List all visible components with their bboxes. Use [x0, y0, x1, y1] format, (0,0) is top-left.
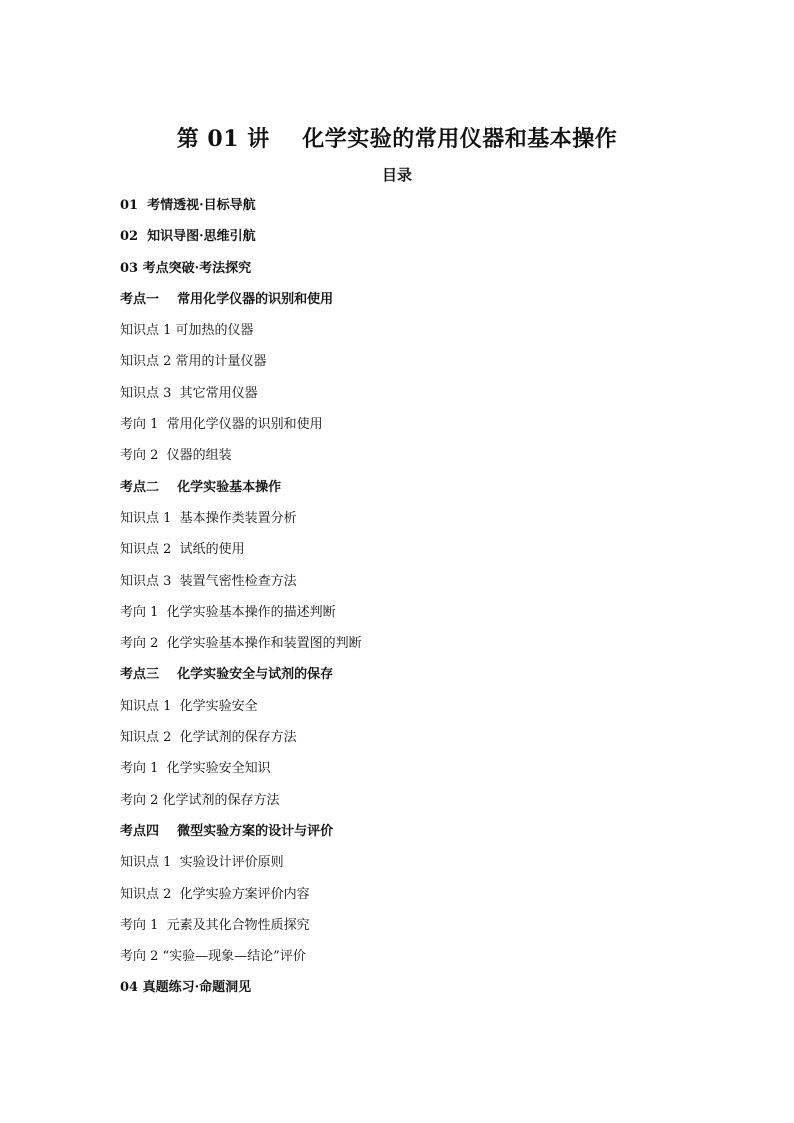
toc-item[interactable]: 考向 2 “实验—现象—结论”评价: [120, 949, 306, 965]
toc-item[interactable]: 知识点 1 化学实验安全: [120, 698, 258, 714]
toc-item[interactable]: 考向 2 仪器的组装: [120, 448, 232, 464]
toc-item[interactable]: 考向 2 化学试剂的保存方法: [120, 792, 280, 808]
toc-item[interactable]: 考向 1 元素及其化合物性质探究: [120, 917, 310, 933]
toc-item[interactable]: 03 考点突破·考法探究: [120, 260, 252, 276]
toc-item[interactable]: 知识点 2 试纸的使用: [120, 542, 245, 558]
toc-heading: 目录: [381, 166, 412, 184]
toc-item[interactable]: 考点四 微型实验方案的设计与评价: [120, 823, 334, 839]
toc-item[interactable]: 知识点 2 常用的计量仪器: [120, 354, 267, 370]
toc-item[interactable]: 知识点 1 实验设计评价原则: [120, 855, 284, 871]
toc-item[interactable]: 考向 2 化学实验基本操作和装置图的判断: [120, 636, 362, 652]
toc-item[interactable]: 知识点 1 基本操作类装置分析: [120, 510, 297, 526]
toc-item[interactable]: 04 真题练习·命题洞见: [120, 980, 252, 996]
toc-item[interactable]: 01 考情透视·目标导航: [120, 198, 256, 213]
toc-item[interactable]: 知识点 2 化学实验方案评价内容: [120, 886, 310, 902]
toc-item[interactable]: 知识点 3 装置气密性检查方法: [120, 573, 297, 589]
table-of-contents: [120, 196, 720, 1010]
toc-item[interactable]: 知识点 2 化学试剂的保存方法: [120, 730, 297, 746]
toc-item[interactable]: 知识点 1 可加热的仪器: [120, 323, 254, 339]
toc-item[interactable]: 考点三 化学实验安全与试剂的保存: [120, 667, 334, 683]
toc-item[interactable]: 知识点 3 其它常用仪器: [120, 385, 258, 401]
toc-item[interactable]: 考点一 常用化学仪器的识别和使用: [120, 291, 334, 307]
toc-item[interactable]: 考点二 化学实验基本操作: [120, 479, 282, 495]
toc-item[interactable]: 考向 1 常用化学仪器的识别和使用: [120, 417, 323, 433]
toc-item[interactable]: 考向 1 化学实验基本操作的描述判断: [120, 604, 336, 620]
toc-item[interactable]: 02 知识导图·思维引航: [120, 229, 256, 245]
page-title: 第 01 讲 化学实验的常用仪器和基本操作: [176, 126, 618, 152]
toc-item[interactable]: 考向 1 化学实验安全知识: [120, 761, 271, 777]
